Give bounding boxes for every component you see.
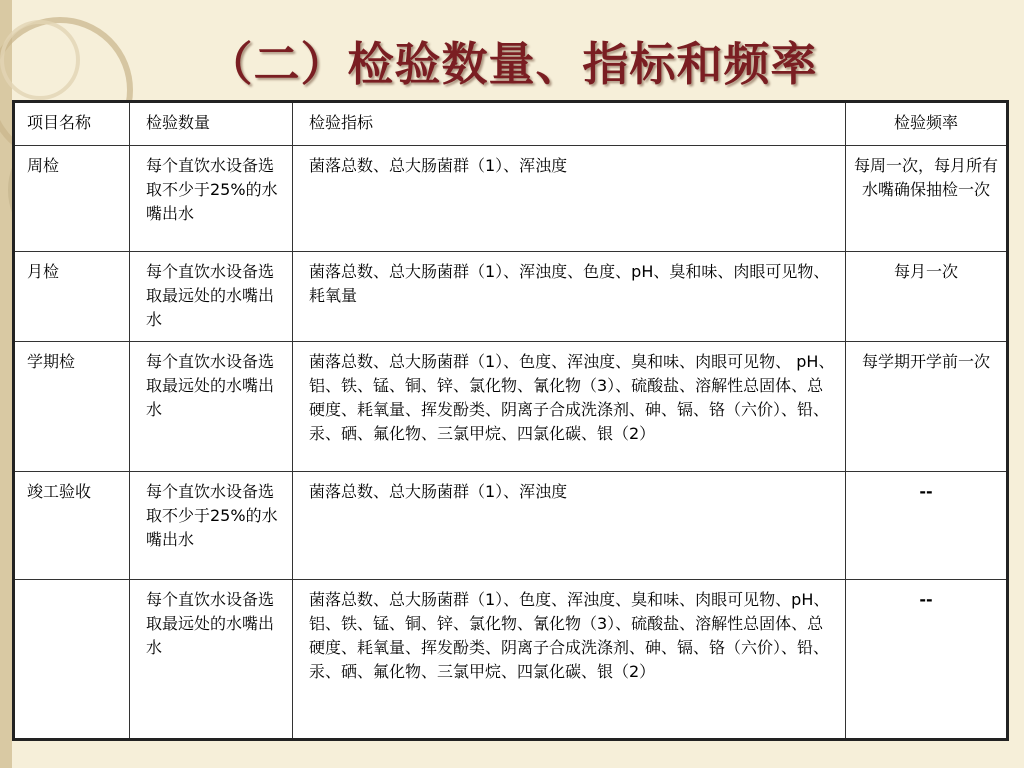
- row-frequency: 每月一次: [846, 252, 1008, 342]
- row-frequency: --: [846, 472, 1008, 580]
- row-quantity: 每个直饮水设备选取最远处的水嘴出水: [130, 580, 293, 740]
- header-indicators: 检验指标: [293, 102, 846, 146]
- table-row: [14, 146, 1008, 252]
- row-frequency: 每学期开学前一次: [846, 342, 1008, 472]
- row-frequency: 每周一次，每月所有水嘴确保抽检一次: [846, 146, 1008, 252]
- row-indicators: 菌落总数、总大肠菌群（1）、浑浊度: [293, 146, 846, 252]
- table-row: [14, 252, 1008, 342]
- row-name: [14, 580, 130, 740]
- row-quantity: 每个直饮水设备选取最远处的水嘴出水: [130, 342, 293, 472]
- header-quantity: 检验数量: [130, 102, 293, 146]
- row-indicators: 菌落总数、总大肠菌群（1）、色度、浑浊度、臭和味、肉眼可见物、 pH、铝、铁、锰、铜、锌、氯化物、氰化物（3）、硫酸盐、溶解性总固体、总硬度、耗氧量、挥发酚类、阴离子合成洗涤剂、砷、镉、铬（六价）、铅、汞、硒、氟化物、三氯甲烷、四氯化碳、银（2）: [293, 342, 846, 472]
- row-quantity: 每个直饮水设备选取最远处的水嘴出水: [130, 252, 293, 342]
- table-row: [14, 580, 1008, 740]
- row-quantity: 每个直饮水设备选取不少于25%的水嘴出水: [130, 146, 293, 252]
- row-name: 竣工验收: [14, 472, 130, 580]
- row-indicators: 菌落总数、总大肠菌群（1）、浑浊度: [293, 472, 846, 580]
- table-header-row: [14, 102, 1008, 146]
- table-row: [14, 342, 1008, 472]
- row-indicators: 菌落总数、总大肠菌群（1）、浑浊度、色度、pH、臭和味、肉眼可见物、耗氧量: [293, 252, 846, 342]
- header-frequency: 检验频率: [846, 102, 1008, 146]
- table-row: [14, 472, 1008, 580]
- row-quantity: 每个直饮水设备选取不少于25%的水嘴出水: [130, 472, 293, 580]
- row-name: 周检: [14, 146, 130, 252]
- inspection-table: [12, 100, 1009, 741]
- slide-title: （二）检验数量、指标和频率: [206, 37, 818, 91]
- row-frequency: --: [846, 580, 1008, 740]
- left-decorative-strip: [0, 0, 12, 768]
- header-item-name: 项目名称: [14, 102, 130, 146]
- row-name: 学期检: [14, 342, 130, 472]
- row-indicators: 菌落总数、总大肠菌群（1）、色度、浑浊度、臭和味、肉眼可见物、pH、铝、铁、锰、铜、锌、氯化物、氰化物（3）、硫酸盐、溶解性总固体、总硬度、耗氧量、挥发酚类、阴离子合成洗涤剂、砷、镉、铬（六价）、铅、汞、硒、氟化物、三氯甲烷、四氯化碳、银（2）: [293, 580, 846, 740]
- row-name: 月检: [14, 252, 130, 342]
